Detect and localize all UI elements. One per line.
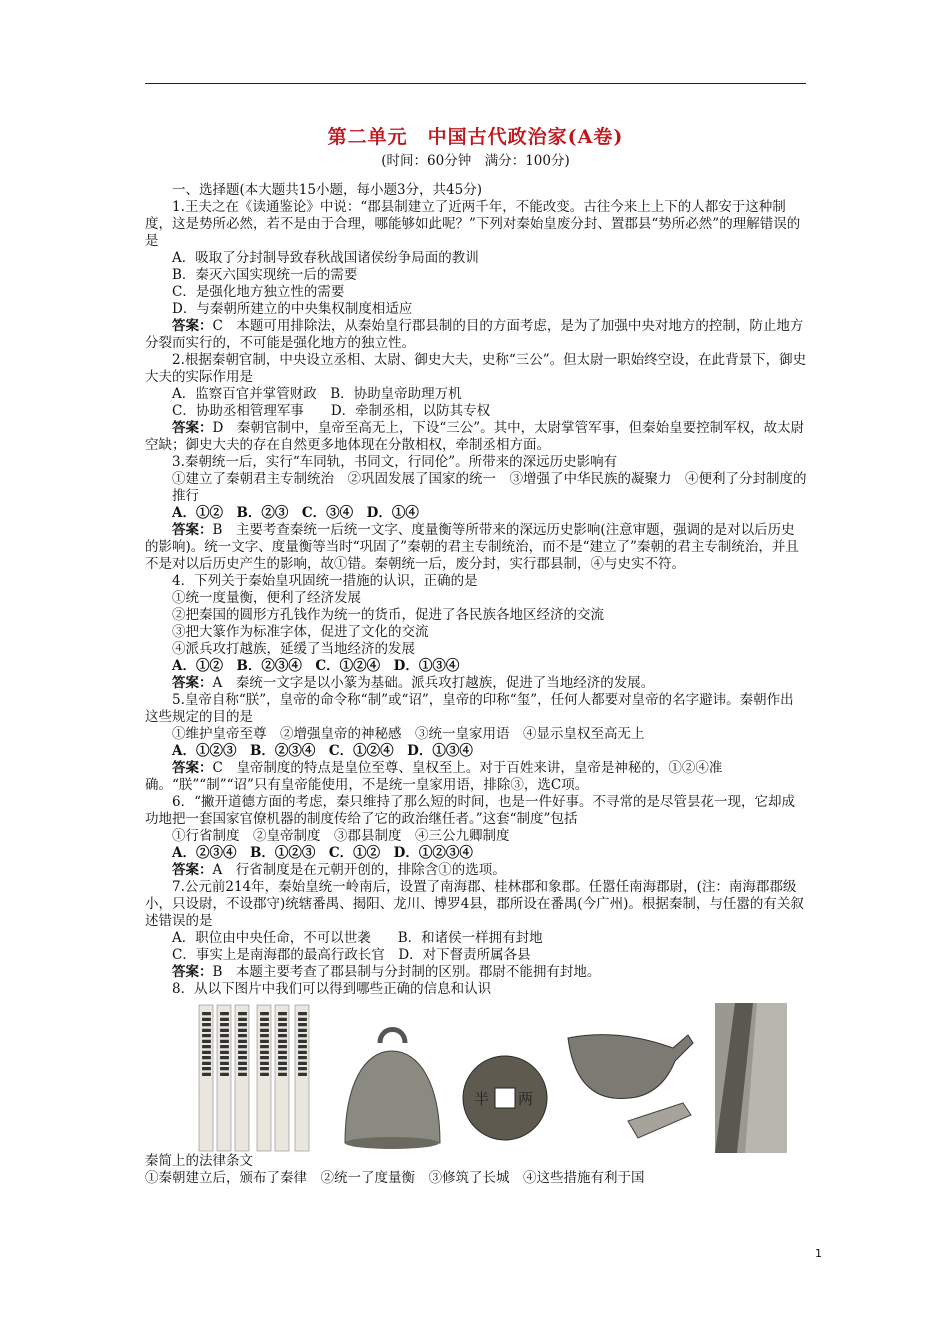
slip-text-4: 〓〓〓〓〓〓 [257, 1011, 271, 1077]
great-wall-image [715, 1003, 787, 1153]
q2-stem: 2.根据秦朝官制，中央设立丞相、太尉、御史大夫，史称“三公”。但太尉一职始终空设，在此背景下，御史大夫的实际作用是 [145, 352, 807, 385]
q1-option-a: A．吸取了分封制导致春秋战国诸侯纷争局面的教训 [172, 250, 479, 266]
bamboo-slips-image [195, 1003, 315, 1153]
q2-options-row1: A．监察百官并掌管财政 B．协助皇帝助理万机 [172, 386, 462, 402]
answer-label: 答案： [172, 522, 213, 538]
q8-stem: 8．从以下图片中我们可以得到哪些正确的信息和认识 [172, 981, 492, 997]
header-rule [145, 83, 806, 84]
q4-item-2: ②把秦国的圆形方孔钱作为统一的货币，促进了各民族各地区经济的交流 [172, 607, 604, 623]
answer-label: 答案： [172, 760, 213, 776]
q1-option-d: D．与秦朝所建立的中央集权制度相适应 [172, 301, 413, 317]
page-title: 第二单元 中国古代政治家(A卷) [327, 126, 624, 148]
coin-image [460, 1003, 550, 1153]
slip-text-2: 〓〓〓〓〓〓 [217, 1011, 231, 1077]
q4-answer [145, 675, 807, 692]
q2-answer [145, 420, 807, 454]
q8-items: ①秦朝建立后，颁布了秦律 ②统一了度量衡 ③修筑了长城 ④这些措施有利于国 [145, 1170, 645, 1186]
q4-item-3: ③把大篆作为标准字体，促进了文化的交流 [172, 624, 429, 640]
q4-item-4: ④派兵攻打越族，延缓了当地经济的发展 [172, 641, 415, 657]
q5-answer [145, 760, 807, 794]
slip-text-1: 〓〓〓〓〓〓 [199, 1011, 213, 1077]
answer-label: 答案： [172, 318, 213, 334]
q8-pictures [145, 1003, 807, 1153]
answer-text: A 行省制度是在元朝开创的，排除含①的选项。 [212, 862, 506, 878]
coin-char-right: 两 [518, 1090, 534, 1108]
q5-items: ①维护皇帝至尊 ②增强皇帝的神秘感 ③统一皇家用语 ④显示皇权至高无上 [172, 726, 645, 742]
document-body [145, 182, 807, 1187]
q7-answer [145, 964, 807, 981]
q4-options: A．①② B．②③④ C．①②④ D．①③④ [172, 658, 460, 674]
answer-text: C 本题可用排除法，从秦始皇行郡县制的目的方面考虑，是为了加强中央对地方的控制，防止地方分裂而实行的，不可能是强化地方的独立性。 [145, 318, 804, 351]
q3-stem: 3.秦朝统一后，实行“车同轨，书同文，行同伦”。所带来的深远历史影响有 [172, 454, 618, 470]
weight-image [340, 1003, 445, 1153]
q4-stem: 4．下列关于秦始皇巩固统一措施的认识，正确的是 [172, 573, 478, 589]
q6-answer [145, 862, 807, 879]
q1-option-c: C．是强化地方独立性的需要 [172, 284, 345, 300]
answer-label: 答案： [172, 964, 213, 980]
q6-options: A．②③④ B．①②③ C．①② D．①②③④ [172, 845, 473, 861]
q5-options: A．①②③ B．②③④ C．①②④ D．①③④ [172, 743, 473, 759]
answer-text: A 秦统一文字是以小篆为基础。派兵攻打越族，促进了当地经济的发展。 [212, 675, 655, 691]
page-subtitle: (时间：60分钟 满分：100分) [381, 153, 570, 169]
section-heading: 一、选择题(本大题共15小题，每小题3分，共45分) [172, 182, 482, 198]
coin-char-left: 半 [474, 1090, 490, 1108]
answer-label: 答案： [172, 675, 213, 691]
q4-item-1: ①统一度量衡，便利了经济发展 [172, 590, 361, 606]
answer-text: B 本题主要考查了郡县制与分封制的区别。郡尉不能拥有封地。 [212, 964, 601, 980]
q1-answer [145, 318, 807, 352]
slip-text-3: 〓〓〓〓〓〓 [235, 1011, 249, 1077]
answer-label: 答案： [172, 420, 213, 436]
q5-stem: 5.皇帝自称“朕”，皇帝的命令称“制”或“诏”，皇帝的印称“玺”，任何人都要对皇帝的名字避讳。秦朝作出这些规定的目的是 [145, 692, 794, 725]
answer-text: B 主要考查秦统一后统一文字、度量衡等所带来的深远历史影响(注意审题，强调的是对以后历史的影响)。统一文字、度量衡等当时“巩固了”秦朝的君主专制统治，而不是“建立了”秦朝的君主专制统治，并且不是对以后历史产生的影响，故①错。秦朝统一后，废分封，实行郡县制，④与史实不符。 [145, 522, 799, 572]
answer-text: C 皇帝制度的特点是皇位至尊、皇权至上。对于百姓来讲，皇帝是神秘的，①②④准确。“朕”“制”“诏”只有皇帝能使用，不是统一皇家用语，排除③，选C项。 [145, 760, 723, 793]
slip-text-5: 〓〓〓〓〓〓 [275, 1011, 289, 1077]
measuring-vessel-image [563, 1003, 698, 1153]
q2-options-row2: C．协助丞相管理军事 D．牵制丞相，以防其专权 [172, 403, 491, 419]
q1-option-b: B．秦灭六国实现统一后的需要 [172, 267, 358, 283]
q3-answer [145, 522, 807, 573]
q3-items: ①建立了秦朝君主专制统治 ②巩固发展了国家的统一 ③增强了中华民族的凝聚力 ④便利了分封制度的推行 [172, 471, 807, 504]
q7-stem: 7.公元前214年，秦始皇统一岭南后，设置了南海郡、桂林郡和象郡。任嚣任南海郡尉，(注：南海郡郡级小，只设尉，不设郡守)统辖番禺、揭阳、龙川、博罗4县，郡所设在番禺(今广州)。根据秦制，与任嚣的有关叙述错误的是 [145, 879, 804, 929]
q7-options-row1: A．职位由中央任命，不可以世袭 B．和诸侯一样拥有封地 [172, 930, 543, 946]
q3-options: A．①② B．②③ C．③④ D．①④ [172, 505, 419, 521]
q1-stem: 1.王夫之在《读通鉴论》中说：“郡县制建立了近两千年，不能改变。古往今来上上下的人都安于这种制度，这是势所必然，若不是由于合理，哪能够如此呢？”下列对秦始皇废分封、置郡县“势所必然”的理解错误的是 [145, 199, 801, 249]
answer-text: D 秦朝官制中，皇帝至高无上，下设“三公”。其中，太尉掌管军事，但秦始皇要控制军权，故太尉空缺；御史大夫的存在自然更多地体现在分散相权，牵制丞相方面。 [145, 420, 805, 453]
q8-image-caption: 秦简上的法律条文 [145, 1153, 253, 1169]
page-number: 1 [815, 1247, 822, 1260]
q6-items: ①行省制度 ②皇帝制度 ③郡县制度 ④三公九卿制度 [172, 828, 510, 844]
q7-options-row2: C．事实上是南海郡的最高行政长官 D．对下督责所属各县 [172, 947, 531, 963]
q6-stem: 6．“撇开道德方面的考虑，秦只维持了那么短的时间，也是一件好事。不寻常的是尽管昙花一现，它却成功地把一套国家官僚机器的制度传给了它的政治继任者。”这套“制度”包括 [145, 794, 795, 827]
answer-label: 答案： [172, 862, 213, 878]
slip-text-6: 〓〓〓〓〓〓 [295, 1011, 309, 1077]
